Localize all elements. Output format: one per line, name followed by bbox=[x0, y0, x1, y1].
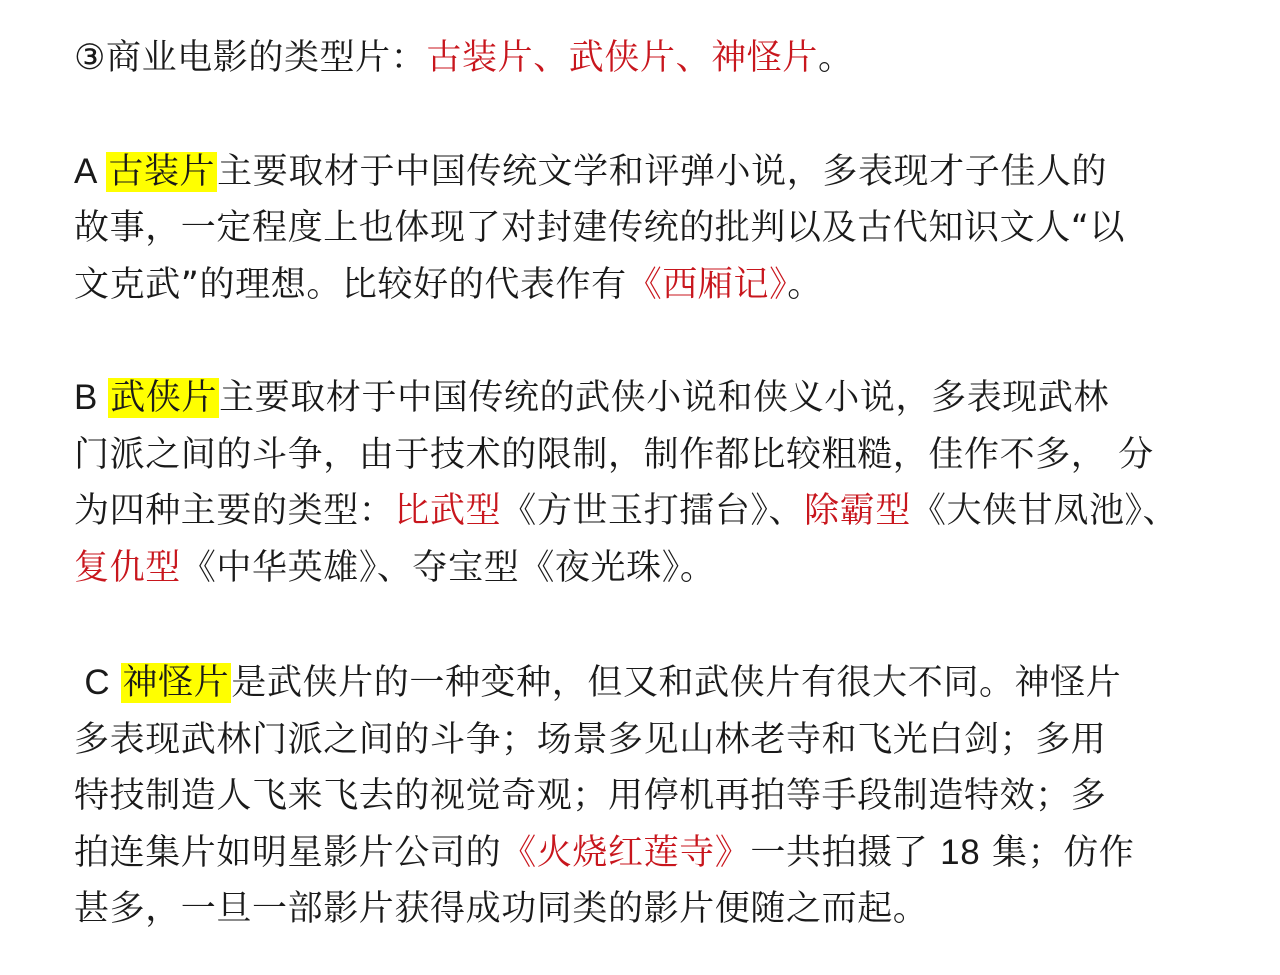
type-fuchou: 复仇型 bbox=[74, 547, 181, 588]
type-biwu-work: 《方世玉打擂台》、 bbox=[501, 491, 805, 531]
type-fuchou-work: 《中华英雄》、 bbox=[180, 547, 413, 588]
paragraph-c-line-1-text: 是武侠片的一种变种，但又和武侠片有很大不同。神怪片 bbox=[231, 663, 1122, 703]
paragraph-b bbox=[74, 370, 1189, 596]
paragraph-b-line-2: 门派之间的斗争，由于技术的限制，制作都比较粗糙，佳作不多， 分 bbox=[74, 434, 1154, 475]
paragraph-a-line-1-text: 主要取材于中国传统文学和评弹小说，多表现才子佳人的 bbox=[217, 151, 1108, 192]
paragraph-c-line-4-after: 一共拍摄了 bbox=[750, 832, 941, 873]
heading-genres: 古装片、武侠片、神怪片 bbox=[426, 38, 818, 78]
paragraph-b-line-3-text: 为四种主要的类型： bbox=[74, 491, 395, 531]
heading-prefix: ③商业电影的类型片： bbox=[74, 38, 427, 78]
type-chuba: 除霸型 bbox=[804, 491, 911, 531]
paragraph-c-line-4 bbox=[74, 825, 1189, 882]
heading-suffix: 。 bbox=[818, 38, 854, 78]
paragraph-c-letter: C bbox=[74, 663, 121, 702]
term-shenguaipian-highlight: 神怪片 bbox=[122, 663, 230, 703]
paragraph-c-line-5: 甚多，一旦一部影片获得成功同类的影片便随之而起。 bbox=[74, 889, 929, 929]
paragraph-c-line-4-end: 集；仿作 bbox=[980, 832, 1135, 873]
paragraph-b-line-3 bbox=[74, 483, 1189, 540]
term-wuxiapian-highlight: 武侠片 bbox=[110, 378, 218, 418]
episode-count: 18 bbox=[940, 832, 981, 872]
type-duobao: 夺宝型 bbox=[412, 547, 520, 588]
section-heading bbox=[74, 30, 1189, 87]
work-title-huoshaohongliansi: 《火烧红莲寺》 bbox=[501, 832, 751, 873]
paragraph-b-letter: B bbox=[74, 378, 109, 417]
paragraph-b-line-4 bbox=[74, 540, 1189, 597]
type-chuba-work: 《大侠甘凤池》、 bbox=[910, 491, 1179, 531]
paragraph-a-line-1 bbox=[74, 144, 1189, 201]
paragraph-c bbox=[74, 655, 1189, 938]
type-duobao-work: 《夜光珠》。 bbox=[519, 547, 716, 588]
work-title-xixiangji: 《西厢记》 bbox=[626, 264, 788, 305]
paragraph-c-line-1 bbox=[74, 655, 1189, 712]
type-biwu: 比武型 bbox=[394, 491, 502, 531]
paragraph-c-line-3: 特技制造人飞来飞去的视觉奇观；用停机再拍等手段制造特效；多 bbox=[74, 776, 1107, 816]
paragraph-c-line-2: 多表现武林门派之间的斗争；场景多见山林老寺和飞光白剑；多用 bbox=[74, 719, 1107, 760]
paragraph-a-line-3-text: 文克武”的理想。比较好的代表作有 bbox=[74, 264, 627, 305]
paragraph-a-line-3 bbox=[74, 257, 1189, 314]
document-body bbox=[74, 30, 1189, 938]
paragraph-b-line-1-text: 主要取材于中国传统的武侠小说和侠义小说，多表现武林 bbox=[219, 378, 1110, 418]
paragraph-a-line-3-end: 。 bbox=[787, 264, 823, 305]
paragraph-a-line-2: 故事，一定程度上也体现了对封建传统的批判以及古代知识文人“以 bbox=[74, 208, 1126, 248]
paragraph-a-letter: A bbox=[74, 151, 107, 191]
term-guzhuangpian-highlight: 古装片 bbox=[108, 151, 216, 192]
paragraph-b-line-1 bbox=[74, 370, 1189, 427]
paragraph-c-line-4-text: 拍连集片如明星影片公司的 bbox=[74, 832, 502, 873]
paragraph-a bbox=[74, 144, 1189, 314]
